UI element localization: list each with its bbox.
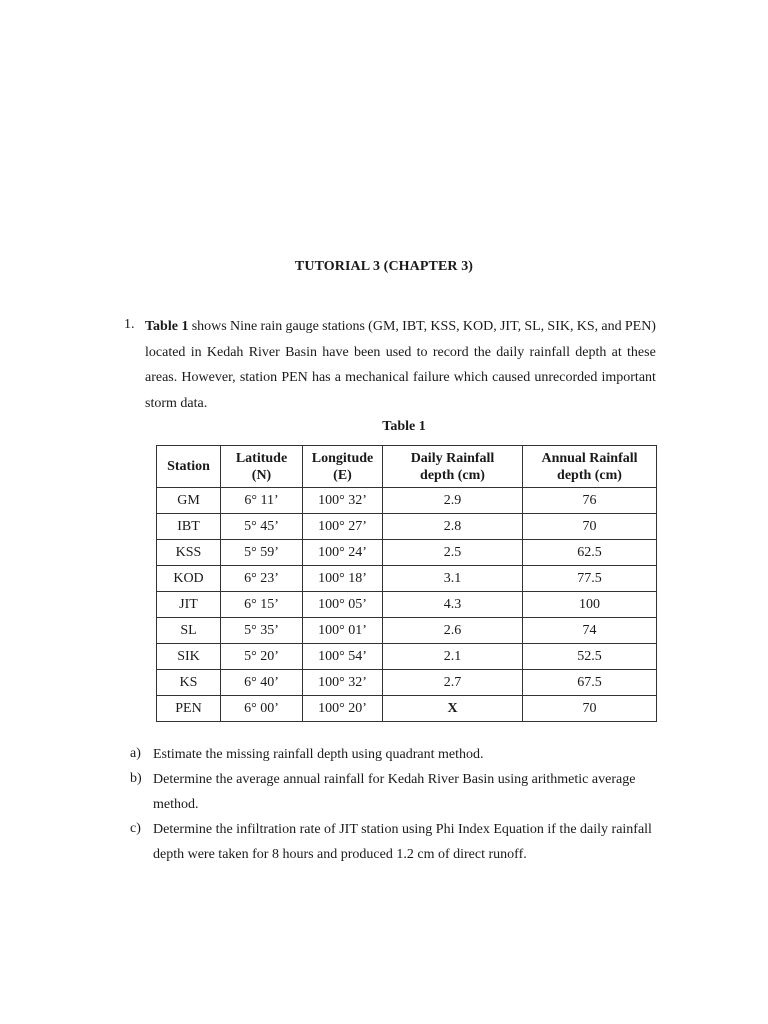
question-word: Basin [285, 344, 317, 360]
question-word: KSS, [430, 319, 460, 334]
question-word: been [353, 344, 381, 360]
question-word: daily [496, 344, 525, 360]
cell-daily-rainfall: 2.7 [383, 670, 523, 696]
cell-longitude: 100° 32’ [303, 488, 383, 514]
question-text [145, 317, 656, 419]
subquestion-text: Determine the average annual rainfall for Kedah River Basin using arithmetic average [153, 772, 636, 787]
question-word: SIK, [547, 319, 574, 334]
question-word: at [611, 344, 622, 360]
question-word: important [601, 370, 656, 385]
cell-station: KOD [157, 566, 221, 592]
subquestion-text: Estimate the missing rainfall depth using quadrant method. [153, 747, 484, 762]
question-word: PEN [281, 370, 308, 385]
question-word: record [432, 344, 469, 360]
cell-daily-rainfall: 2.5 [383, 540, 523, 566]
question-word: used [385, 344, 412, 360]
subquestion-text: depth were taken for 8 hours and produced 1.2 cm of direct runoff. [153, 847, 527, 862]
cell-latitude: 6° 23’ [221, 566, 303, 592]
cell-longitude: 100° 32’ [303, 670, 383, 696]
question-word: located [145, 344, 186, 360]
cell-longitude: 100° 54’ [303, 644, 383, 670]
subquestion-item [130, 771, 660, 821]
subquestion-letter: b) [130, 771, 142, 786]
table-body [157, 488, 657, 722]
question-word: gauge [285, 319, 319, 334]
subquestion-text: method. [153, 797, 199, 812]
cell-station: JIT [157, 592, 221, 618]
question-line [145, 368, 656, 394]
header-daily-rainfall: Daily Rainfall depth (cm) [383, 446, 523, 488]
cell-latitude: 6° 00’ [221, 696, 303, 722]
question-word: Nine [229, 319, 258, 334]
question-word: JIT, [499, 319, 522, 334]
table-row [157, 592, 657, 618]
cell-daily-rainfall: 2.6 [383, 618, 523, 644]
subquestion-item [130, 746, 660, 771]
cell-longitude: 100° 27’ [303, 514, 383, 540]
question-word: storm data. [145, 395, 208, 411]
question-line [145, 343, 656, 369]
cell-longitude: 100° 20’ [303, 696, 383, 722]
question-line [145, 317, 656, 343]
table-row [157, 540, 657, 566]
table-reference: Table 1 [145, 319, 189, 334]
cell-annual-rainfall: 62.5 [523, 540, 657, 566]
cell-annual-rainfall: 70 [523, 514, 657, 540]
question-word: stations [322, 319, 365, 334]
question-word: the [473, 344, 491, 360]
question-word: in [190, 344, 202, 360]
table-row [157, 670, 657, 696]
rain-gauge-table [156, 445, 657, 722]
cell-station: SIK [157, 644, 221, 670]
question-word: which [453, 370, 488, 385]
question-word: rainfall [529, 344, 570, 360]
cell-annual-rainfall: 100 [523, 592, 657, 618]
cell-annual-rainfall: 67.5 [523, 670, 657, 696]
cell-annual-rainfall: 74 [523, 618, 657, 644]
cell-latitude: 5° 45’ [221, 514, 303, 540]
cell-annual-rainfall: 76 [523, 488, 657, 514]
cell-station: SL [157, 618, 221, 644]
table-header-row [157, 446, 657, 488]
cell-daily-rainfall: 2.9 [383, 488, 523, 514]
subquestion-letter: c) [130, 821, 141, 836]
table-row [157, 514, 657, 540]
question-word: depth [575, 344, 607, 360]
question-word: (GM, [368, 319, 399, 334]
header-longitude: Longitude (E) [303, 446, 383, 488]
question-word: Kedah [206, 344, 244, 360]
cell-station: IBT [157, 514, 221, 540]
question-word: KS, [576, 319, 599, 334]
cell-longitude: 100° 05’ [303, 592, 383, 618]
question-word: IBT, [402, 319, 428, 334]
cell-daily-rainfall: 3.1 [383, 566, 523, 592]
cell-longitude: 100° 24’ [303, 540, 383, 566]
question-word: have [322, 344, 349, 360]
cell-daily-rainfall: 2.1 [383, 644, 523, 670]
header-annual-rainfall: Annual Rainfall depth (cm) [523, 446, 657, 488]
header-latitude: Latitude (N) [221, 446, 303, 488]
question-word: KOD, [462, 319, 497, 334]
question-word: caused [492, 370, 531, 385]
table-row [157, 488, 657, 514]
cell-station: PEN [157, 696, 221, 722]
cell-latitude: 6° 40’ [221, 670, 303, 696]
cell-annual-rainfall: 52.5 [523, 644, 657, 670]
table-row [157, 566, 657, 592]
cell-daily-rainfall: X [383, 696, 523, 722]
question-line [145, 394, 656, 420]
cell-station: KS [157, 670, 221, 696]
question-word: mechanical [345, 370, 409, 385]
cell-latitude: 5° 35’ [221, 618, 303, 644]
cell-annual-rainfall: 77.5 [523, 566, 657, 592]
cell-latitude: 6° 11’ [221, 488, 303, 514]
subquestion-list [130, 746, 660, 871]
header-station: Station [157, 446, 221, 488]
question-word: to [416, 344, 428, 360]
question-word: River [248, 344, 280, 360]
cell-longitude: 100° 01’ [303, 618, 383, 644]
cell-longitude: 100° 18’ [303, 566, 383, 592]
cell-latitude: 6° 15’ [221, 592, 303, 618]
table-caption: Table 1 [382, 419, 426, 434]
cell-daily-rainfall: 2.8 [383, 514, 523, 540]
question-word: rain [260, 319, 283, 334]
question-word: failure [413, 370, 450, 385]
cell-station: KSS [157, 540, 221, 566]
table-row [157, 618, 657, 644]
cell-daily-rainfall: 4.3 [383, 592, 523, 618]
question-word: a [334, 370, 341, 385]
subquestion-text: Determine the infiltration rate of JIT station using Phi Index Equation if the daily rainfall [153, 822, 652, 837]
cell-latitude: 5° 20’ [221, 644, 303, 670]
question-word: SL, [524, 319, 545, 334]
cell-annual-rainfall: 70 [523, 696, 657, 722]
table-row [157, 696, 657, 722]
page-title: TUTORIAL 3 (CHAPTER 3) [294, 259, 474, 274]
question-word: station [239, 370, 278, 385]
question-word: unrecorded [534, 370, 598, 385]
question-word: these [627, 344, 656, 360]
subquestion-item [130, 821, 660, 871]
question-word: and [601, 319, 622, 334]
question-word: has [311, 370, 331, 385]
cell-latitude: 5° 59’ [221, 540, 303, 566]
cell-station: GM [157, 488, 221, 514]
question-word: However, [181, 370, 236, 385]
question-word: shows [191, 319, 227, 334]
question-word: areas. [145, 370, 178, 385]
subquestion-letter: a) [130, 746, 141, 761]
question-word: PEN) [624, 319, 656, 334]
question-number: 1. [124, 317, 135, 332]
table-row [157, 644, 657, 670]
